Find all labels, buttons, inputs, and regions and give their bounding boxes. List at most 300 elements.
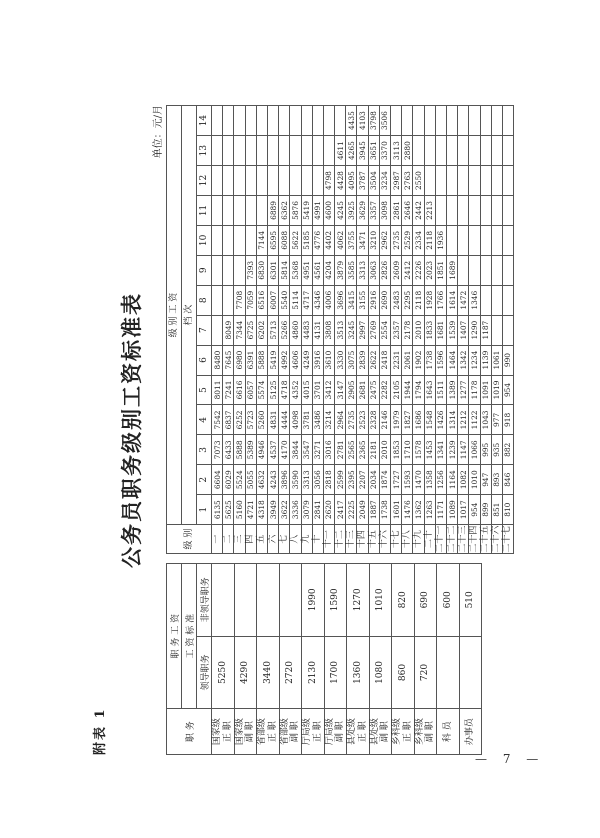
grade-salary-cell: 2334 bbox=[413, 225, 424, 255]
step-label: 12 bbox=[197, 166, 212, 196]
grade-salary-cell bbox=[290, 166, 301, 196]
grade-salary-cell: 5888 bbox=[256, 345, 267, 375]
grade-salary-cell bbox=[245, 166, 256, 196]
grade-salary-cell bbox=[290, 136, 301, 166]
grade-salary-cell: 1476 bbox=[402, 495, 413, 525]
grade-salary-cell: 1578 bbox=[413, 435, 424, 465]
grade-salary-cell: 3245 bbox=[346, 315, 357, 345]
grade-salary-cell: 1686 bbox=[413, 405, 424, 435]
grade-salary-cell bbox=[480, 285, 491, 315]
grade-row bbox=[245, 106, 256, 554]
header-leading: 领导职务 bbox=[197, 636, 212, 709]
header-grade: 级 别 bbox=[167, 525, 212, 554]
grade-salary-cell bbox=[312, 166, 323, 196]
grade-salary-cell: 7144 bbox=[256, 225, 267, 255]
grade-salary-cell: 3098 bbox=[379, 195, 390, 225]
grade-salary-cell: 1358 bbox=[424, 465, 435, 495]
grade-salary-cell: 2181 bbox=[368, 435, 379, 465]
grade-salary-cell: 851 bbox=[491, 495, 502, 525]
grade-salary-cell bbox=[212, 136, 223, 166]
leading-salary: 5250 bbox=[212, 636, 235, 709]
grade-salary-cell bbox=[223, 285, 234, 315]
nonleading-salary: 510 bbox=[459, 564, 482, 637]
grade-salary-cell: 2599 bbox=[335, 465, 346, 495]
nonleading-salary bbox=[257, 564, 280, 637]
grade-salary-cell: 2962 bbox=[379, 225, 390, 255]
grade-salary-cell: 2010 bbox=[413, 315, 424, 345]
grade-salary-cell bbox=[290, 106, 301, 136]
grade-salary-table bbox=[166, 105, 514, 554]
position-row bbox=[212, 564, 235, 755]
grade-salary-cell bbox=[446, 106, 457, 136]
grade-salary-cell: 3798 bbox=[368, 106, 379, 136]
grade-salary-cell: 2225 bbox=[346, 495, 357, 525]
grade-salary-cell: 3486 bbox=[312, 405, 323, 435]
grade-salary-cell bbox=[424, 136, 435, 166]
grade-salary-cell: 5723 bbox=[245, 405, 256, 435]
grade-salary-cell: 935 bbox=[491, 435, 502, 465]
grade-salary-cell: 4632 bbox=[256, 465, 267, 495]
grade-salary-cell: 846 bbox=[502, 465, 513, 495]
grade-salary-cell: 1089 bbox=[446, 495, 457, 525]
grade-row bbox=[402, 106, 413, 554]
grade-salary-cell: 7645 bbox=[223, 345, 234, 375]
position-name-line: 国家级 bbox=[212, 718, 223, 746]
grade-salary-cell: 4444 bbox=[279, 405, 290, 435]
position-name-line: 国家级 bbox=[234, 718, 245, 746]
grade-salary-cell: 4776 bbox=[312, 225, 323, 255]
position-name-line: 正 职 bbox=[267, 721, 278, 743]
grade-salary-cell: 6007 bbox=[267, 285, 278, 315]
grade-salary-cell: 1164 bbox=[446, 465, 457, 495]
grade-salary-cell: 3234 bbox=[379, 166, 390, 196]
position-name-line: 正 职 bbox=[357, 721, 368, 743]
grade-salary-cell: 1010 bbox=[469, 465, 480, 495]
grade-row bbox=[469, 106, 480, 554]
grade-salary-cell: 6252 bbox=[234, 405, 245, 435]
grade-salary-cell bbox=[458, 195, 469, 225]
grade-salary-cell: 3629 bbox=[357, 195, 368, 225]
step-label: 9 bbox=[197, 255, 212, 285]
grade-salary-cell bbox=[458, 255, 469, 285]
grade-salary-cell: 7059 bbox=[245, 285, 256, 315]
grade-salary-cell: 2681 bbox=[357, 375, 368, 405]
grade-salary-cell: 2550 bbox=[413, 166, 424, 196]
leading-salary: 1080 bbox=[369, 636, 392, 709]
position-name bbox=[302, 709, 325, 755]
position-row bbox=[347, 564, 370, 755]
grade-salary-cell: 2010 bbox=[379, 435, 390, 465]
grade-salary-cell bbox=[212, 195, 223, 225]
step-label: 10 bbox=[197, 225, 212, 255]
grade-salary-cell: 5814 bbox=[279, 255, 290, 285]
grade-salary-cell: 3147 bbox=[335, 375, 346, 405]
grade-label: 三 bbox=[234, 525, 245, 554]
position-name-line: 厅局级 bbox=[324, 718, 335, 746]
grade-label: 十九 bbox=[413, 525, 424, 554]
leading-salary: 4290 bbox=[234, 636, 257, 709]
grade-salary-cell bbox=[323, 106, 334, 136]
grade-salary-cell bbox=[458, 106, 469, 136]
grade-salary-cell: 5713 bbox=[267, 315, 278, 345]
grade-salary-cell bbox=[502, 225, 513, 255]
nonleading-salary bbox=[279, 564, 302, 637]
grade-row bbox=[379, 106, 390, 554]
step-label: 13 bbox=[197, 136, 212, 166]
grade-salary-cell: 1346 bbox=[469, 285, 480, 315]
grade-salary-cell: 1539 bbox=[446, 315, 457, 345]
grade-salary-cell: 3696 bbox=[335, 285, 346, 315]
grade-salary-cell: 3949 bbox=[267, 495, 278, 525]
grade-label: 一 bbox=[212, 525, 223, 554]
grade-salary-cell: 2146 bbox=[379, 405, 390, 435]
grade-salary-cell bbox=[502, 315, 513, 345]
grade-salary-cell bbox=[234, 195, 245, 225]
grade-salary-cell: 1511 bbox=[435, 375, 446, 405]
position-name-line: 省部级 bbox=[279, 718, 290, 746]
grade-salary-cell: 4860 bbox=[290, 315, 301, 345]
grade-salary-cell: 1614 bbox=[446, 285, 457, 315]
position-name-line: 乡科级 bbox=[414, 718, 425, 746]
position-row bbox=[392, 564, 415, 755]
grade-salary-cell: 8480 bbox=[212, 345, 223, 375]
grade-salary-cell: 2118 bbox=[413, 285, 424, 315]
grade-salary-cell: 4718 bbox=[279, 375, 290, 405]
grade-salary-cell: 3063 bbox=[368, 255, 379, 285]
grade-salary-cell bbox=[469, 195, 480, 225]
grade-salary-cell: 4402 bbox=[323, 225, 334, 255]
grade-salary-cell: 2905 bbox=[346, 375, 357, 405]
position-row bbox=[302, 564, 325, 755]
grade-salary-cell bbox=[469, 166, 480, 196]
grade-row bbox=[458, 106, 469, 554]
grade-salary-cell: 1290 bbox=[469, 315, 480, 345]
grade-salary-cell: 1794 bbox=[413, 375, 424, 405]
grade-label: 十六 bbox=[379, 525, 390, 554]
grade-salary-cell: 2226 bbox=[413, 255, 424, 285]
grade-salary-cell: 4243 bbox=[267, 465, 278, 495]
grade-salary-cell: 3916 bbox=[312, 345, 323, 375]
position-name-line: 副 职 bbox=[335, 721, 346, 743]
grade-label: 十四 bbox=[357, 525, 368, 554]
grade-salary-cell: 7542 bbox=[212, 405, 223, 435]
grade-salary-cell: 3622 bbox=[279, 495, 290, 525]
position-name-line: 副 职 bbox=[425, 721, 436, 743]
grade-salary-cell: 2207 bbox=[357, 465, 368, 495]
grade-salary-cell: 3651 bbox=[368, 136, 379, 166]
grade-salary-cell: 2916 bbox=[368, 285, 379, 315]
grade-salary-cell: 4435 bbox=[346, 106, 357, 136]
grade-salary-cell bbox=[491, 285, 502, 315]
grade-salary-cell: 1178 bbox=[469, 375, 480, 405]
grade-salary-cell: 3506 bbox=[379, 106, 390, 136]
grade-salary-cell: 4006 bbox=[323, 285, 334, 315]
header-step: 档 次 bbox=[182, 106, 197, 525]
grade-salary-cell bbox=[424, 166, 435, 196]
grade-salary-cell bbox=[223, 195, 234, 225]
grade-salary-cell: 4265 bbox=[346, 136, 357, 166]
grade-salary-cell bbox=[256, 106, 267, 136]
grade-salary-cell: 1277 bbox=[458, 375, 469, 405]
grade-salary-cell: 5876 bbox=[290, 195, 301, 225]
grade-salary-cell bbox=[234, 136, 245, 166]
grade-salary-cell: 882 bbox=[502, 435, 513, 465]
grade-label: 十三 bbox=[346, 525, 357, 554]
grade-salary-cell: 3781 bbox=[301, 405, 312, 435]
rotated-document bbox=[82, 105, 582, 755]
grade-row bbox=[312, 106, 323, 554]
leading-salary: 1360 bbox=[347, 636, 370, 709]
grade-salary-cell bbox=[212, 315, 223, 345]
grade-salary-cell: 3336 bbox=[290, 495, 301, 525]
grade-salary-cell: 995 bbox=[480, 435, 491, 465]
grade-salary-cell bbox=[223, 225, 234, 255]
position-name bbox=[414, 709, 437, 755]
grade-salary-cell: 3471 bbox=[357, 225, 368, 255]
grade-salary-cell: 4991 bbox=[312, 195, 323, 225]
grade-salary-cell bbox=[458, 136, 469, 166]
grade-salary-cell: 1887 bbox=[368, 495, 379, 525]
grade-label: 十一 bbox=[323, 525, 334, 554]
grade-salary-cell: 1470 bbox=[413, 465, 424, 495]
grade-row bbox=[446, 106, 457, 554]
grade-salary-cell: 1091 bbox=[480, 375, 491, 405]
position-row bbox=[369, 564, 392, 755]
position-name bbox=[459, 709, 482, 755]
grade-row bbox=[279, 106, 290, 554]
grade-salary-cell bbox=[256, 195, 267, 225]
grade-row bbox=[413, 106, 424, 554]
grade-salary-cell: 6889 bbox=[267, 195, 278, 225]
grade-salary-cell: 1833 bbox=[424, 315, 435, 345]
grade-salary-cell bbox=[413, 106, 424, 136]
grade-salary-cell: 4098 bbox=[290, 405, 301, 435]
grade-salary-cell bbox=[245, 106, 256, 136]
step-label: 14 bbox=[197, 106, 212, 136]
grade-salary-cell: 3330 bbox=[335, 345, 346, 375]
grade-salary-cell bbox=[446, 225, 457, 255]
grade-salary-cell: 3896 bbox=[279, 465, 290, 495]
grade-salary-cell: 1066 bbox=[469, 435, 480, 465]
position-row bbox=[459, 564, 482, 755]
position-name bbox=[369, 709, 392, 755]
grade-row bbox=[212, 106, 223, 554]
grade-salary-cell: 893 bbox=[491, 465, 502, 495]
grade-salary-cell: 2690 bbox=[379, 285, 390, 315]
nonleading-salary: 1270 bbox=[347, 564, 370, 637]
nonleading-salary: 1010 bbox=[369, 564, 392, 637]
grade-salary-cell: 1738 bbox=[424, 345, 435, 375]
grade-salary-cell: 2646 bbox=[402, 195, 413, 225]
grade-salary-cell bbox=[480, 225, 491, 255]
grade-salary-cell: 2483 bbox=[391, 285, 402, 315]
grade-salary-cell bbox=[256, 136, 267, 166]
grade-label: 二 bbox=[223, 525, 234, 554]
grade-salary-cell: 4245 bbox=[335, 195, 346, 225]
grade-salary-cell: 918 bbox=[502, 405, 513, 435]
grade-salary-cell: 3155 bbox=[357, 285, 368, 315]
grade-salary-cell: 1043 bbox=[480, 405, 491, 435]
grade-salary-cell bbox=[234, 106, 245, 136]
grade-salary-cell bbox=[234, 166, 245, 196]
position-row bbox=[257, 564, 280, 755]
position-name-line: 县处级 bbox=[347, 718, 358, 746]
grade-salary-cell: 3787 bbox=[357, 166, 368, 196]
grade-label: 二十三 bbox=[457, 525, 468, 553]
grade-salary-cell bbox=[491, 195, 502, 225]
grade-salary-cell: 2826 bbox=[379, 255, 390, 285]
grade-salary-cell: 2328 bbox=[368, 405, 379, 435]
grade-salary-cell bbox=[301, 106, 312, 136]
grade-salary-cell: 1902 bbox=[413, 345, 424, 375]
grade-salary-cell: 3016 bbox=[323, 435, 334, 465]
grade-salary-cell: 1689 bbox=[446, 255, 457, 285]
grade-salary-cell: 4095 bbox=[346, 166, 357, 196]
grade-salary-cell: 1596 bbox=[435, 345, 446, 375]
grade-salary-cell: 6088 bbox=[279, 225, 290, 255]
grade-salary-cell: 5389 bbox=[245, 435, 256, 465]
grade-salary-cell bbox=[502, 255, 513, 285]
grade-salary-cell: 6202 bbox=[256, 315, 267, 345]
grade-salary-cell bbox=[480, 166, 491, 196]
grade-salary-cell: 1928 bbox=[424, 285, 435, 315]
leading-salary: 2720 bbox=[279, 636, 302, 709]
grade-salary-cell: 2475 bbox=[368, 375, 379, 405]
grade-label: 十七 bbox=[391, 525, 402, 554]
grade-salary-cell: 6391 bbox=[245, 345, 256, 375]
grade-salary-cell: 2622 bbox=[368, 345, 379, 375]
position-name-line: 副 职 bbox=[290, 721, 301, 743]
grade-salary-cell bbox=[312, 136, 323, 166]
grade-salary-cell: 6362 bbox=[279, 195, 290, 225]
grade-salary-cell: 3701 bbox=[312, 375, 323, 405]
position-row bbox=[324, 564, 347, 755]
grade-salary-cell: 4606 bbox=[290, 345, 301, 375]
grade-salary-cell: 2841 bbox=[312, 495, 323, 525]
grade-label: 五 bbox=[256, 525, 267, 554]
grade-salary-cell: 1263 bbox=[424, 495, 435, 525]
grade-salary-cell: 2818 bbox=[323, 465, 334, 495]
grade-salary-cell: 1171 bbox=[435, 495, 446, 525]
grade-row bbox=[480, 106, 491, 554]
page-number: — 7 — bbox=[475, 752, 545, 766]
grade-salary-cell: 4131 bbox=[312, 315, 323, 345]
grade-salary-cell: 4561 bbox=[312, 255, 323, 285]
position-name-line: 科 员 bbox=[442, 721, 453, 743]
grade-salary-cell bbox=[234, 225, 245, 255]
grade-salary-cell bbox=[312, 106, 323, 136]
grade-salary-cell: 3357 bbox=[368, 195, 379, 225]
grade-salary-cell bbox=[413, 136, 424, 166]
grade-salary-cell: 1853 bbox=[391, 435, 402, 465]
grade-salary-cell: 2412 bbox=[402, 255, 413, 285]
position-name bbox=[234, 709, 257, 755]
grade-salary-cell bbox=[491, 136, 502, 166]
grade-salary-cell bbox=[469, 106, 480, 136]
grade-salary-cell bbox=[256, 166, 267, 196]
grade-salary-cell bbox=[335, 106, 346, 136]
grade-salary-cell: 2105 bbox=[391, 375, 402, 405]
grade-salary-cell: 3370 bbox=[379, 136, 390, 166]
grade-salary-cell: 2620 bbox=[323, 495, 334, 525]
grade-salary-cell: 4346 bbox=[312, 285, 323, 315]
grade-row bbox=[424, 106, 435, 554]
grade-salary-cell: 4103 bbox=[357, 106, 368, 136]
grade-salary-cell: 1017 bbox=[458, 495, 469, 525]
grade-salary-cell: 3415 bbox=[346, 285, 357, 315]
grade-salary-cell: 4798 bbox=[323, 166, 334, 196]
step-label: 5 bbox=[197, 375, 212, 405]
grade-salary-cell: 4831 bbox=[267, 405, 278, 435]
grade-salary-cell: 6830 bbox=[256, 255, 267, 285]
grade-salary-cell: 1851 bbox=[435, 255, 446, 285]
grade-salary-cell: 1314 bbox=[446, 405, 457, 435]
nonleading-salary bbox=[212, 564, 235, 637]
grade-salary-cell bbox=[480, 136, 491, 166]
grade-salary-cell: 4951 bbox=[301, 255, 312, 285]
grade-salary-cell bbox=[480, 106, 491, 136]
grade-salary-cell: 7393 bbox=[245, 255, 256, 285]
grade-row bbox=[290, 106, 301, 554]
grade-salary-cell: 4992 bbox=[279, 345, 290, 375]
grade-row bbox=[346, 106, 357, 554]
position-name-line: 省部级 bbox=[257, 718, 268, 746]
grade-salary-cell: 3879 bbox=[335, 255, 346, 285]
grade-salary-cell: 1766 bbox=[435, 285, 446, 315]
grade-salary-cell: 3808 bbox=[323, 315, 334, 345]
grade-salary-cell bbox=[435, 106, 446, 136]
grade-salary-cell: 2417 bbox=[335, 495, 346, 525]
grade-salary-cell bbox=[323, 136, 334, 166]
grade-salary-cell: 2554 bbox=[379, 315, 390, 345]
grade-salary-cell bbox=[223, 255, 234, 285]
grade-salary-cell: 1256 bbox=[435, 465, 446, 495]
grade-salary-cell: 2418 bbox=[379, 345, 390, 375]
grade-salary-cell bbox=[212, 106, 223, 136]
grade-salary-cell bbox=[491, 106, 502, 136]
grade-salary-cell: 4352 bbox=[290, 375, 301, 405]
step-label: 11 bbox=[197, 195, 212, 225]
grade-label: 二十二 bbox=[446, 525, 457, 553]
grade-salary-cell: 2282 bbox=[379, 375, 390, 405]
grade-salary-cell: 810 bbox=[502, 495, 513, 525]
grade-label: 二十六 bbox=[491, 525, 502, 553]
grade-salary-cell: 1643 bbox=[424, 375, 435, 405]
grade-salary-cell: 2861 bbox=[391, 195, 402, 225]
grade-salary-cell: 3755 bbox=[346, 225, 357, 255]
leading-salary bbox=[437, 636, 460, 709]
grade-salary-cell: 2735 bbox=[346, 405, 357, 435]
header-nonleading: 非领导职务 bbox=[197, 564, 212, 637]
grade-salary-cell: 4015 bbox=[301, 375, 312, 405]
position-salary-table bbox=[166, 563, 482, 755]
step-label: 3 bbox=[197, 435, 212, 465]
grade-salary-cell: 3610 bbox=[323, 345, 334, 375]
header-grade-salary: 级 别 工 资 bbox=[167, 106, 182, 525]
grade-salary-cell: 6029 bbox=[223, 465, 234, 495]
grade-salary-cell: 2365 bbox=[357, 435, 368, 465]
grade-salary-cell bbox=[446, 195, 457, 225]
leading-salary: 1700 bbox=[324, 636, 347, 709]
position-name-line: 副 职 bbox=[245, 721, 256, 743]
grade-row bbox=[435, 106, 446, 554]
grade-salary-cell: 2231 bbox=[391, 345, 402, 375]
grade-salary-cell bbox=[480, 195, 491, 225]
grade-salary-cell: 2049 bbox=[357, 495, 368, 525]
grade-salary-cell: 3313 bbox=[357, 255, 368, 285]
grade-salary-cell: 2565 bbox=[346, 435, 357, 465]
grade-salary-cell bbox=[469, 225, 480, 255]
